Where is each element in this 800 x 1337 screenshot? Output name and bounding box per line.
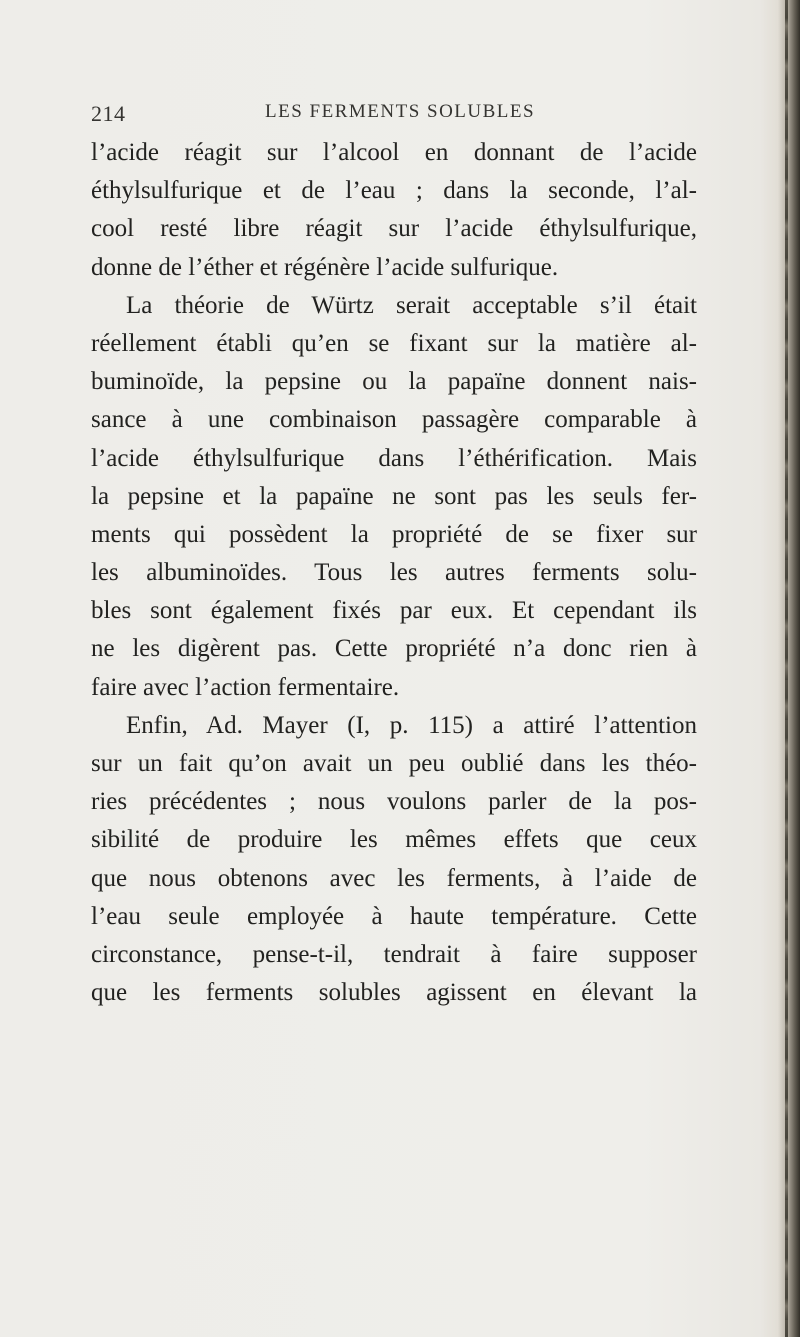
text-line: bles sont également fixés par eux. Et cependant ils — [91, 597, 697, 625]
text-line: donne de l’éther et régénère l’acide sulfurique. — [91, 253, 559, 281]
text-line: sibilité de produire les mêmes effets que ceux — [91, 826, 697, 854]
text-line: sur un fait qu’on avait un peu oublié dans les théo- — [91, 750, 697, 777]
text-line: Enfin, Ad. Mayer (I, p. 115) a attiré l’attention — [126, 711, 697, 739]
page-number: 214 — [91, 101, 126, 126]
page-edge-shadow — [778, 0, 800, 1337]
text-line: éthylsulfurique et de l’eau ; dans la seconde, l’al- — [91, 177, 697, 205]
text-line: ries précédentes ; nous voulons parler de la pos- — [91, 788, 697, 816]
body-text — [91, 134, 697, 1012]
text-line: l’acide éthylsulfurique dans l’éthérification. Mais — [91, 444, 697, 472]
text-line: la pepsine et la papaïne ne sont pas les seuls fer- — [91, 482, 697, 510]
text-line: faire avec l’action fermentaire. — [91, 673, 400, 701]
running-head: LES FERMENTS SOLUBLES — [265, 101, 536, 122]
text-line: circonstance, pense-t-il, tendrait à faire supposer — [91, 940, 697, 968]
text-line: La théorie de Würtz serait acceptable s’il était — [126, 291, 697, 319]
text-line: ments qui possèdent la propriété de se fixer sur — [91, 520, 697, 548]
text-line: ne les digèrent pas. Cette propriété n’a donc rien à — [91, 635, 697, 663]
binding-edge — [785, 0, 788, 1337]
text-line: les albuminoïdes. Tous les autres ferments solu- — [91, 559, 697, 587]
text-line: que nous obtenons avec les ferments, à l’aide de — [91, 864, 697, 892]
text-line: que les ferments solubles agissent en élevant la — [91, 979, 697, 1007]
text-line: l’acide réagit sur l’alcool en donnant de l’acide — [91, 139, 697, 166]
page-header — [91, 101, 697, 127]
text-line: réellement établi qu’en se fixant sur la matière al- — [91, 329, 697, 357]
text-line: cool resté libre réagit sur l’acide éthylsulfurique, — [91, 215, 697, 243]
text-line: sance à une combinaison passagère comparable à — [91, 406, 697, 434]
text-line: buminoïde, la pepsine ou la papaïne donnent nais- — [91, 368, 697, 396]
text-line: l’eau seule employée à haute température. Cette — [91, 902, 697, 930]
